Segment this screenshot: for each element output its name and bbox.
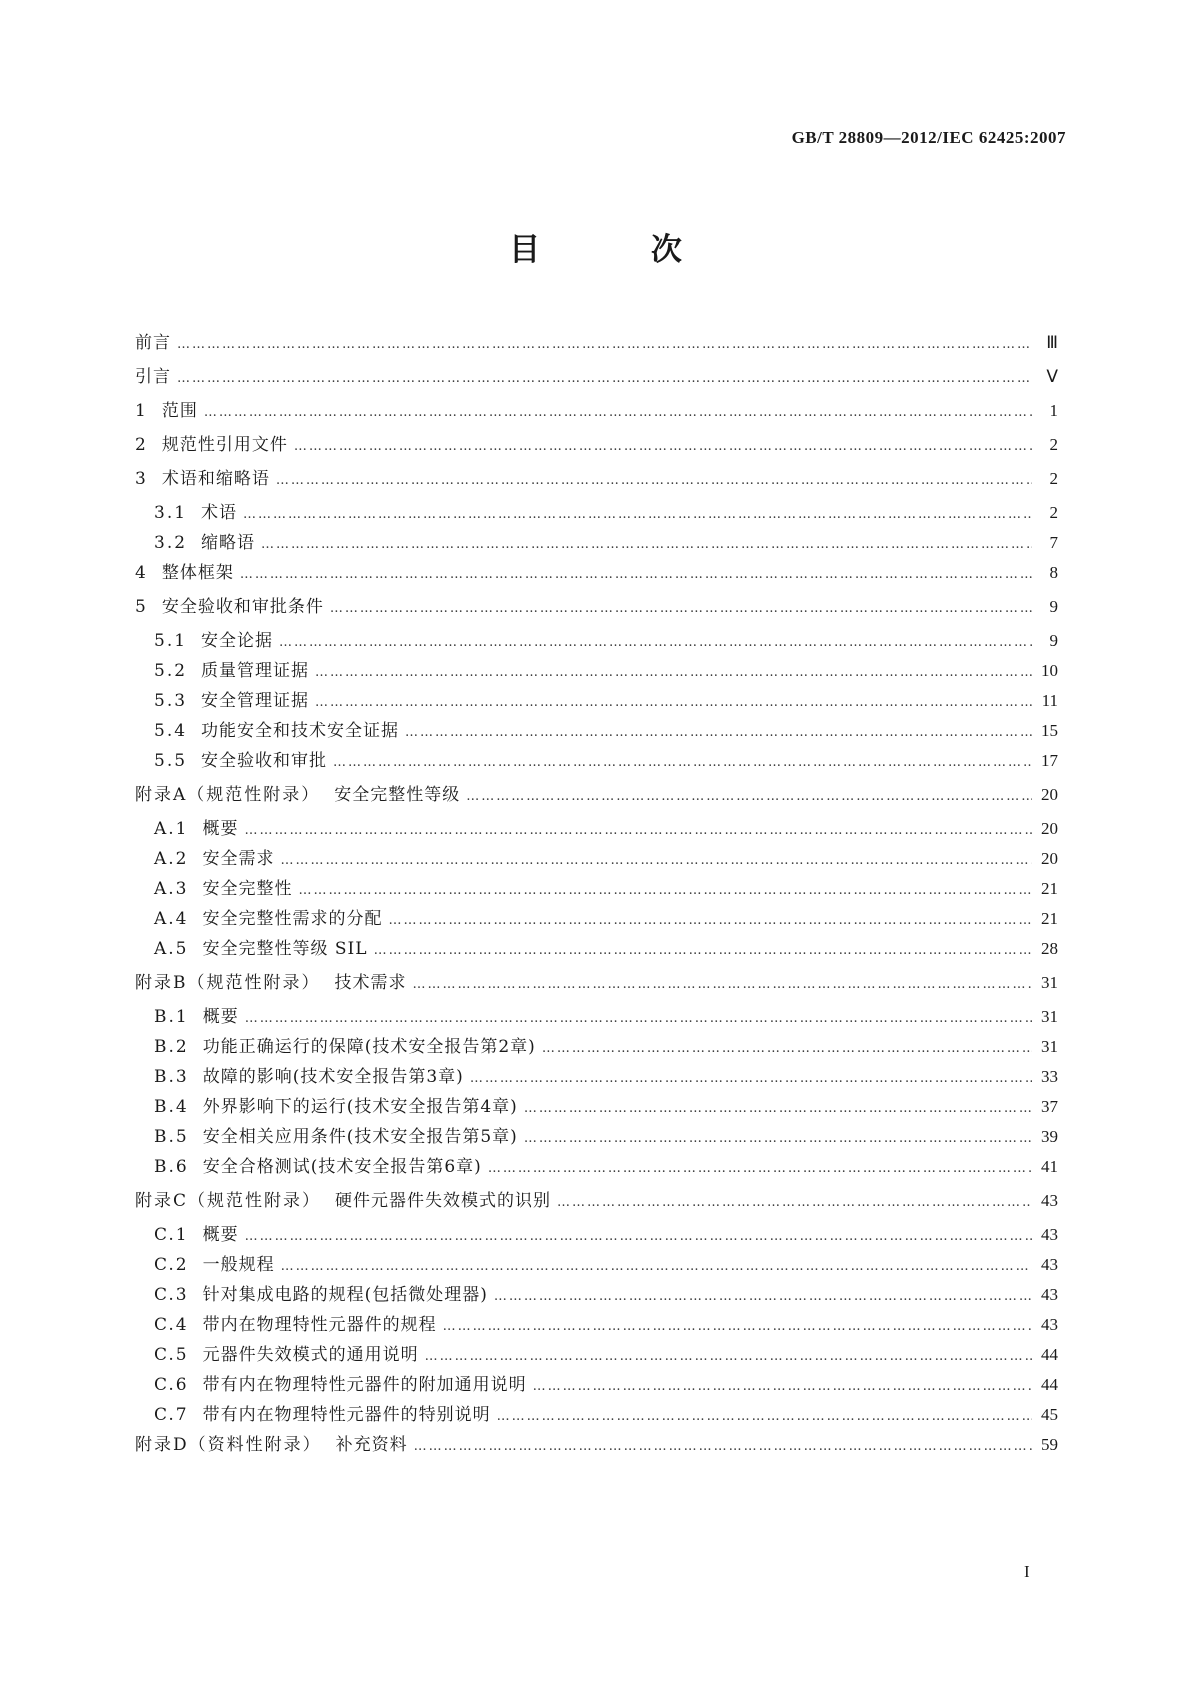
toc-leader-dots	[542, 1041, 1032, 1056]
toc-entry[interactable]	[135, 396, 1058, 420]
toc-entry-number: C.1	[154, 1225, 189, 1245]
toc-entry-label: 补充资料	[335, 1435, 408, 1455]
toc-entry-page: 1	[1049, 401, 1058, 420]
toc-entry-number: 附录A（规范性附录）	[135, 785, 321, 805]
toc-entry-page: 2	[1049, 503, 1058, 522]
toc-entry-label: 安全验收和审批	[201, 751, 328, 771]
toc-leader-dots	[494, 1289, 1032, 1304]
toc-entry-page: 10	[1041, 661, 1058, 680]
toc-leader-dots	[245, 1011, 1032, 1026]
toc-entry-label: 前言	[135, 333, 171, 353]
toc-entry[interactable]	[135, 362, 1058, 386]
toc-leader-dots	[299, 883, 1033, 898]
toc-entry-page: 20	[1041, 819, 1058, 838]
toc-entry-page: 31	[1041, 1037, 1058, 1056]
toc-entry[interactable]	[154, 1062, 1058, 1086]
toc-entry-label: 安全完整性需求的分配	[202, 909, 383, 929]
toc-entry-number: A.1	[154, 819, 189, 839]
toc-leader-dots	[245, 823, 1033, 838]
toc-entry-number: B.6	[154, 1157, 189, 1177]
toc-entry-label: 安全验收和审批条件	[161, 597, 324, 617]
toc-leader-dots	[204, 405, 1032, 420]
toc-leader-dots	[413, 977, 1033, 992]
toc-entry-page: 21	[1041, 909, 1058, 928]
toc-entry-label: 整体框架	[161, 563, 234, 583]
toc-entry-page: 21	[1041, 879, 1058, 898]
toc-leader-dots	[261, 537, 1032, 552]
toc-entry-page: 8	[1049, 563, 1058, 582]
toc-entry-number: 2	[135, 435, 148, 455]
toc-entry[interactable]	[154, 934, 1058, 958]
toc-entry-number: B.2	[154, 1037, 189, 1057]
toc-entry[interactable]	[154, 1340, 1058, 1364]
toc-entry[interactable]	[154, 1310, 1058, 1334]
toc-entry-page: 11	[1041, 691, 1058, 710]
toc-entry-page: 2	[1049, 469, 1058, 488]
toc-entry[interactable]	[154, 874, 1058, 898]
toc-entry-label: 针对集成电路的规程(包括微处理器)	[202, 1285, 488, 1305]
toc-entry-label: 安全管理证据	[201, 691, 310, 711]
toc-entry-number: 5.1	[154, 631, 188, 651]
toc-entry-label: 带内在物理特性元器件的规程	[202, 1315, 437, 1335]
toc-entry-label: 安全论据	[201, 631, 274, 651]
toc-leader-dots	[524, 1131, 1032, 1146]
toc-entry-label: 概要	[202, 819, 239, 839]
toc-entry[interactable]	[135, 968, 1058, 992]
toc-entry-page: 37	[1041, 1097, 1058, 1116]
toc-entry-number: 附录D（资料性附录）	[135, 1435, 322, 1455]
toc-entry-label: 带有内在物理特性元器件的附加通用说明	[202, 1375, 527, 1395]
toc-entry-label: 功能正确运行的保障(技术安全报告第2章)	[202, 1037, 536, 1057]
toc-entry-number: 5.3	[154, 691, 188, 711]
toc-entry-page: 28	[1041, 939, 1058, 958]
toc-entry-number: 附录B（规范性附录）	[135, 973, 321, 993]
toc-entry[interactable]	[154, 844, 1058, 868]
toc-entry-label: 外界影响下的运行(技术安全报告第4章)	[202, 1097, 518, 1117]
toc-entry-label: 概要	[202, 1007, 239, 1027]
toc-entry-number: A.5	[154, 939, 189, 959]
toc-entry-label: 安全相关应用条件(技术安全报告第5章)	[202, 1127, 518, 1147]
toc-entry[interactable]	[154, 528, 1058, 552]
toc-entry[interactable]	[154, 746, 1058, 770]
toc-entry[interactable]	[154, 1092, 1058, 1116]
toc-leader-dots	[330, 601, 1032, 616]
toc-leader-dots	[443, 1319, 1032, 1334]
toc-leader-dots	[389, 913, 1033, 928]
toc-entry-page: 59	[1041, 1435, 1058, 1454]
toc-entry-label: 硬件元器件失效模式的识别	[335, 1191, 552, 1211]
toc-entry[interactable]	[154, 1122, 1058, 1146]
toc-leader-dots	[470, 1071, 1032, 1086]
toc-entry-label: 安全需求	[202, 849, 275, 869]
toc-leader-dots	[524, 1101, 1032, 1116]
toc-entry-number: 5.4	[154, 721, 188, 741]
toc-entry-number: 3.1	[154, 503, 188, 523]
toc-leader-dots	[294, 439, 1032, 454]
toc-leader-dots	[240, 567, 1032, 582]
toc-entry[interactable]	[154, 716, 1058, 740]
toc-entry-number: B.3	[154, 1067, 189, 1087]
toc-leader-dots	[177, 371, 1032, 386]
toc-entry-page: 43	[1041, 1191, 1058, 1210]
toc-leader-dots	[279, 635, 1032, 650]
toc-entry-label: 安全完整性等级	[334, 785, 461, 805]
toc-leader-dots	[315, 695, 1032, 710]
toc-entry[interactable]	[154, 1370, 1058, 1394]
toc-leader-dots	[466, 789, 1032, 804]
toc-entry-label: 安全完整性等级 SIL	[202, 939, 368, 959]
toc-entry-label: 概要	[202, 1225, 239, 1245]
toc-entry-number: C.3	[154, 1285, 189, 1305]
toc-entry-label: 范围	[161, 401, 198, 421]
toc-entry-label: 安全合格测试(技术安全报告第6章)	[202, 1157, 482, 1177]
toc-entry-number: B.1	[154, 1007, 189, 1027]
toc-leader-dots	[333, 755, 1032, 770]
toc-entry-page: 44	[1041, 1375, 1058, 1394]
toc-entry-page: 39	[1041, 1127, 1058, 1146]
toc-entry-page: 7	[1049, 533, 1058, 552]
toc-entry-label: 带有内在物理特性元器件的特别说明	[202, 1405, 491, 1425]
toc-entry-label: 术语和缩略语	[161, 469, 270, 489]
toc-entry-number: A.3	[154, 879, 189, 899]
toc-leader-dots	[281, 1259, 1032, 1274]
toc-entry-page: 41	[1041, 1157, 1058, 1176]
toc-entry-page: 9	[1049, 597, 1058, 616]
toc-entry-number: 附录C（规范性附录）	[135, 1191, 322, 1211]
toc-entry-page: 44	[1041, 1345, 1058, 1364]
toc-entry-page: Ⅲ	[1046, 333, 1058, 352]
toc-entry-number: B.5	[154, 1127, 189, 1147]
toc-entry[interactable]	[154, 1280, 1058, 1304]
toc-entry[interactable]	[154, 626, 1058, 650]
toc-entry-number: C.4	[154, 1315, 189, 1335]
toc-entry-number: 1	[135, 401, 148, 421]
toc-entry-number: 5	[135, 597, 148, 617]
toc-leader-dots	[414, 1439, 1032, 1454]
toc-leader-dots	[245, 1229, 1032, 1244]
toc-entry[interactable]	[135, 430, 1058, 454]
toc-entry-number: C.5	[154, 1345, 189, 1365]
toc-entry[interactable]	[135, 328, 1058, 352]
toc-entry-label: 引言	[135, 367, 171, 387]
toc-leader-dots	[488, 1161, 1032, 1176]
toc-entry-page: 43	[1041, 1285, 1058, 1304]
toc-entry-label: 功能安全和技术安全证据	[201, 721, 400, 741]
toc-entry-number: 5.5	[154, 751, 188, 771]
toc-entry[interactable]	[154, 1400, 1058, 1424]
toc-entry-page: 31	[1041, 1007, 1058, 1026]
toc-entry-label: 一般规程	[202, 1255, 275, 1275]
toc-entry-page: 20	[1041, 785, 1058, 804]
toc-entry[interactable]	[154, 1032, 1058, 1056]
toc-entry[interactable]	[154, 904, 1058, 928]
toc-leader-dots	[557, 1195, 1032, 1210]
toc-leader-dots	[276, 473, 1032, 488]
toc-entry-page: 45	[1041, 1405, 1058, 1424]
standard-code: GB/T 28809—2012/IEC 62425:2007	[791, 128, 1066, 147]
toc-entry-number: C.7	[154, 1405, 189, 1425]
toc-entry[interactable]	[154, 686, 1058, 710]
toc-entry-page: 15	[1041, 721, 1058, 740]
toc-leader-dots	[533, 1379, 1032, 1394]
toc-entry-page: 17	[1041, 751, 1058, 770]
toc-entry[interactable]	[154, 1250, 1058, 1274]
toc-leader-dots	[497, 1409, 1032, 1424]
toc-entry-page: 43	[1041, 1225, 1058, 1244]
toc-entry[interactable]	[135, 464, 1058, 488]
toc-entry-number: A.4	[154, 909, 189, 929]
toc-entry-page: 43	[1041, 1255, 1058, 1274]
toc-entry-label: 技术需求	[334, 973, 407, 993]
toc-entry-number: A.2	[154, 849, 189, 869]
footer-page-number: I	[1024, 1562, 1030, 1581]
toc-entry[interactable]	[154, 1152, 1058, 1176]
toc-entry-page: 20	[1041, 849, 1058, 868]
toc-entry-number: 3	[135, 469, 148, 489]
toc-entry-page: 31	[1041, 973, 1058, 992]
toc-leader-dots	[405, 725, 1032, 740]
toc-leader-dots	[374, 943, 1032, 958]
toc-entry-page: 2	[1049, 435, 1058, 454]
page-title: 目 次	[509, 232, 732, 268]
toc-entry-number: C.2	[154, 1255, 189, 1275]
toc-leader-dots	[315, 665, 1032, 680]
toc-entry[interactable]	[154, 498, 1058, 522]
toc-entry[interactable]	[135, 780, 1058, 804]
toc-entry-label: 缩略语	[201, 533, 256, 553]
toc-entry-page: 33	[1041, 1067, 1058, 1086]
toc-entry-number: B.4	[154, 1097, 189, 1117]
toc-leader-dots	[243, 507, 1032, 522]
toc-entry[interactable]	[154, 656, 1058, 680]
toc-entry-label: 故障的影响(技术安全报告第3章)	[202, 1067, 464, 1087]
toc-entry[interactable]	[154, 1002, 1058, 1026]
toc-entry-label: 质量管理证据	[201, 661, 310, 681]
toc-entry[interactable]	[135, 1186, 1058, 1210]
toc-entry[interactable]	[135, 1430, 1058, 1454]
toc-entry-number: 3.2	[154, 533, 188, 553]
toc-entry-number: 5.2	[154, 661, 188, 681]
toc-leader-dots	[177, 337, 1032, 352]
toc-entry-page: 43	[1041, 1315, 1058, 1334]
toc-entry-label: 元器件失效模式的通用说明	[202, 1345, 419, 1365]
toc-entry-page: Ⅴ	[1046, 367, 1058, 386]
toc-entry[interactable]	[154, 1220, 1058, 1244]
toc-entry[interactable]	[135, 592, 1058, 616]
toc-entry-page: 9	[1049, 631, 1058, 650]
toc-leader-dots	[425, 1349, 1032, 1364]
toc-leader-dots	[281, 853, 1033, 868]
toc-entry-number: 4	[135, 563, 148, 583]
toc-entry-label: 术语	[201, 503, 238, 523]
toc-entry[interactable]	[154, 814, 1058, 838]
toc-entry-label: 安全完整性	[202, 879, 293, 899]
toc-entry-number: C.6	[154, 1375, 189, 1395]
toc-entry-label: 规范性引用文件	[161, 435, 288, 455]
toc-entry[interactable]	[135, 558, 1058, 582]
